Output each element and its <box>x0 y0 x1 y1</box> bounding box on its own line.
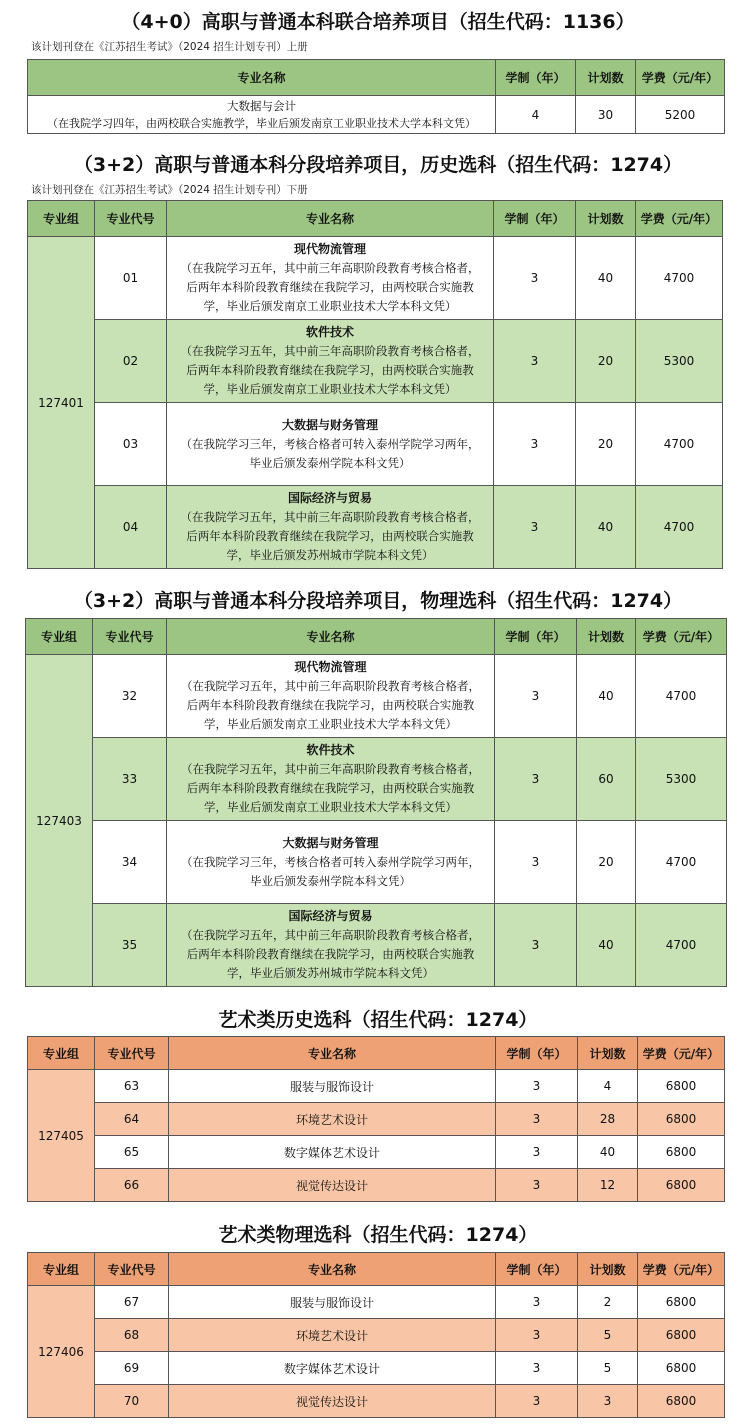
major-name-cell: 数字媒体艺术设计 <box>169 1136 496 1169</box>
code-cell: 63 <box>95 1070 169 1103</box>
major-desc-line: （在我院学习三年，考核合格者可转入泰州学院学习两年， <box>181 854 480 869</box>
table-row <box>28 1352 725 1385</box>
group-cell: 127403 <box>26 655 93 987</box>
table-row <box>28 1286 725 1319</box>
major-name: 现代物流管理 <box>294 660 367 674</box>
header-major-name: 专业名称 <box>169 1253 496 1286</box>
plan-cell: 5 <box>578 1352 638 1385</box>
code-cell: 32 <box>93 655 167 738</box>
header-plan: 计划数 <box>577 619 636 655</box>
plan-cell: 40 <box>576 237 636 320</box>
code-cell: 64 <box>95 1103 169 1136</box>
major-desc-line: 学，毕业后颁发南京工业职业技术大学本科文凭） <box>203 299 457 313</box>
major-desc-line: （在我院学习五年，其中前三年高职阶段教育考核合格者， <box>181 928 480 942</box>
header-fee: 学费（元/年） <box>638 1037 725 1070</box>
header-major-name: 专业名称 <box>28 60 496 96</box>
major-cell <box>167 821 495 904</box>
years-cell: 3 <box>496 1385 578 1418</box>
group-cell: 127406 <box>28 1286 95 1418</box>
major-desc-line: 后两年本科阶段教育继续在我院学习，由两校联合实施教 <box>186 529 474 543</box>
table-row <box>28 1169 725 1202</box>
major-name: 大数据与会计 <box>227 98 296 113</box>
plan-cell: 12 <box>578 1169 638 1202</box>
table-art-physics <box>27 1252 725 1418</box>
section-title-4plus0: （4+0）高职与普通本科联合培养项目（招生代码：1136） <box>121 11 635 33</box>
fee-cell: 4700 <box>636 403 723 486</box>
years-cell: 3 <box>494 403 576 486</box>
table-4plus0 <box>27 59 725 134</box>
years-cell: 3 <box>496 1136 578 1169</box>
header-code: 专业代号 <box>95 1253 169 1286</box>
table-art-history <box>27 1036 725 1202</box>
table-row <box>28 486 723 569</box>
major-desc-line: 学，毕业后颁发苏州城市学院本科文凭） <box>227 966 434 980</box>
section-title-art-history: 艺术类历史选科（招生代码：1274） <box>218 1009 538 1031</box>
fee-cell: 5300 <box>636 320 723 403</box>
years-cell: 3 <box>494 486 576 569</box>
fee-cell: 6800 <box>638 1070 725 1103</box>
section-title-art-physics: 艺术类物理选科（招生代码：1274） <box>218 1224 538 1246</box>
plan-cell: 28 <box>578 1103 638 1136</box>
major-name-cell: 服装与服饰设计 <box>169 1286 496 1319</box>
major-name: 现代物流管理 <box>293 242 366 256</box>
fee-cell: 6800 <box>638 1103 725 1136</box>
major-desc-line: 学，毕业后颁发南京工业职业技术大学本科文凭） <box>204 717 457 731</box>
header-group: 专业组 <box>28 1253 95 1286</box>
plan-cell: 4 <box>578 1070 638 1103</box>
years-cell: 3 <box>494 237 576 320</box>
header-plan: 计划数 <box>576 201 636 237</box>
major-desc-line: 后两年本科阶段教育继续在我院学习，由两校联合实施教 <box>186 947 475 961</box>
plan-cell: 40 <box>577 904 636 987</box>
fee-cell: 4700 <box>636 237 723 320</box>
major-desc-line: （在我院学习五年，其中前三年高职阶段教育考核合格者， <box>180 261 480 275</box>
fee-cell: 6800 <box>638 1385 725 1418</box>
major-cell <box>167 237 494 320</box>
plan-cell: 40 <box>576 486 636 569</box>
major-desc-line: 后两年本科阶段教育继续在我院学习，由两校联合实施教 <box>186 781 475 795</box>
years-cell: 3 <box>496 1286 578 1319</box>
header-fee: 学费（元/年） <box>636 60 725 96</box>
major-name-cell: 环境艺术设计 <box>169 1103 496 1136</box>
plan-cell: 5 <box>578 1319 638 1352</box>
fee-cell: 4700 <box>636 655 727 738</box>
header-plan: 计划数 <box>578 1037 638 1070</box>
years-cell: 3 <box>494 320 576 403</box>
years-cell: 4 <box>496 96 576 134</box>
code-cell: 04 <box>95 486 167 569</box>
major-name-cell: 数字媒体艺术设计 <box>169 1352 496 1385</box>
major-cell <box>167 738 495 821</box>
years-cell: 3 <box>496 1070 578 1103</box>
header-group: 专业组 <box>28 201 95 237</box>
header-code: 专业代号 <box>95 201 167 237</box>
code-cell: 02 <box>95 320 167 403</box>
major-desc-line: 后两年本科阶段教育继续在我院学习，由两校联合实施教 <box>186 698 475 712</box>
major-desc-line: 毕业后颁发泰州学院本科文凭） <box>250 873 411 888</box>
years-cell: 3 <box>495 738 577 821</box>
header-group: 专业组 <box>26 619 93 655</box>
plan-cell: 2 <box>578 1286 638 1319</box>
header-major-name: 专业名称 <box>167 201 494 237</box>
fee-cell: 4700 <box>636 821 727 904</box>
table-row <box>28 1385 725 1418</box>
fee-cell: 6800 <box>638 1136 725 1169</box>
major-name-cell: 环境艺术设计 <box>169 1319 496 1352</box>
header-years: 学制（年） <box>496 1253 578 1286</box>
section-note-volume1: 该计划刊登在《江苏招生考试》（2024 招生计划专刊）上册 <box>31 41 308 53</box>
major-name-cell: 服装与服饰设计 <box>169 1070 496 1103</box>
plan-cell: 20 <box>576 403 636 486</box>
table-row <box>28 320 723 403</box>
major-desc-line: （在我院学习三年，考核合格者可转入泰州学院学习两年， <box>180 436 480 451</box>
header-years: 学制（年） <box>496 1037 578 1070</box>
fee-cell: 5300 <box>636 738 727 821</box>
table-row <box>28 1103 725 1136</box>
table-row <box>28 1070 725 1103</box>
major-cell <box>167 486 494 569</box>
major-desc-line: 学，毕业后颁发南京工业职业技术大学本科文凭） <box>203 382 457 396</box>
code-cell: 33 <box>93 738 167 821</box>
table-row <box>28 96 725 134</box>
fee-cell: 5200 <box>636 96 725 134</box>
header-plan: 计划数 <box>578 1253 638 1286</box>
major-desc-line: （在我院学习五年，其中前三年高职阶段教育考核合格者， <box>180 510 480 524</box>
header-code: 专业代号 <box>95 1037 169 1070</box>
table-row <box>28 237 723 320</box>
major-desc-line: （在我院学习五年，其中前三年高职阶段教育考核合格者， <box>181 762 480 776</box>
years-cell: 3 <box>495 821 577 904</box>
major-desc-line: 学，毕业后颁发南京工业职业技术大学本科文凭） <box>204 800 457 814</box>
major-desc: （在我院学习四年，由两校联合实施教学，毕业后颁发南京工业职业技术大学本科文凭） <box>47 116 476 130</box>
table-header-row <box>28 1037 725 1070</box>
header-major-name: 专业名称 <box>167 619 495 655</box>
header-group: 专业组 <box>28 1037 95 1070</box>
fee-cell: 6800 <box>638 1286 725 1319</box>
code-cell: 67 <box>95 1286 169 1319</box>
code-cell: 69 <box>95 1352 169 1385</box>
major-name-cell: 视觉传达设计 <box>169 1385 496 1418</box>
code-cell: 68 <box>95 1319 169 1352</box>
years-cell: 3 <box>495 655 577 738</box>
years-cell: 3 <box>495 904 577 987</box>
code-cell: 01 <box>95 237 167 320</box>
major-desc-line: 后两年本科阶段教育继续在我院学习，由两校联合实施教 <box>186 280 474 294</box>
major-name: 国际经济与贸易 <box>288 909 373 923</box>
code-cell: 70 <box>95 1385 169 1418</box>
table-header-row <box>28 60 725 96</box>
table-header-row <box>28 201 723 237</box>
header-years: 学制（年） <box>495 619 577 655</box>
major-name: 软件技术 <box>306 743 355 757</box>
code-cell: 35 <box>93 904 167 987</box>
table-3plus2-physics <box>25 618 727 987</box>
header-plan: 计划数 <box>576 60 636 96</box>
fee-cell: 6800 <box>638 1169 725 1202</box>
major-desc-line: （在我院学习五年，其中前三年高职阶段教育考核合格者， <box>180 344 480 358</box>
years-cell: 3 <box>496 1319 578 1352</box>
plan-cell: 60 <box>577 738 636 821</box>
major-desc-line: 毕业后颁发泰州学院本科文凭） <box>249 455 411 470</box>
section-note-volume2: 该计划刊登在《江苏招生考试》（2024 招生计划专刊）下册 <box>31 184 308 196</box>
code-cell: 66 <box>95 1169 169 1202</box>
table-3plus2-history <box>27 200 723 569</box>
major-name: 大数据与财务管理 <box>282 835 379 850</box>
table-row <box>28 1136 725 1169</box>
major-name: 国际经济与贸易 <box>287 491 372 505</box>
header-fee: 学费（元/年） <box>636 201 723 237</box>
plan-cell: 40 <box>577 655 636 738</box>
header-fee: 学费（元/年） <box>636 619 727 655</box>
major-cell <box>28 96 496 134</box>
header-years: 学制（年） <box>496 60 576 96</box>
major-desc-line: 后两年本科阶段教育继续在我院学习，由两校联合实施教 <box>186 363 474 377</box>
years-cell: 3 <box>496 1352 578 1385</box>
plan-cell: 3 <box>578 1385 638 1418</box>
major-name: 软件技术 <box>305 325 354 339</box>
table-row <box>26 738 727 821</box>
years-cell: 3 <box>496 1103 578 1136</box>
table-header-row <box>26 619 727 655</box>
table-row <box>28 403 723 486</box>
fee-cell: 4700 <box>636 486 723 569</box>
plan-cell: 20 <box>577 821 636 904</box>
code-cell: 03 <box>95 403 167 486</box>
major-desc-line: （在我院学习五年，其中前三年高职阶段教育考核合格者， <box>181 679 480 693</box>
fee-cell: 6800 <box>638 1352 725 1385</box>
fee-cell: 6800 <box>638 1319 725 1352</box>
header-code: 专业代号 <box>93 619 167 655</box>
table-row <box>28 1319 725 1352</box>
header-years: 学制（年） <box>494 201 576 237</box>
plan-cell: 30 <box>576 96 636 134</box>
group-cell: 127401 <box>28 237 95 569</box>
section-title-3plus2-physics: （3+2）高职与普通本科分段培养项目，物理选科（招生代码：1274） <box>73 590 683 612</box>
major-cell <box>167 655 495 738</box>
code-cell: 65 <box>95 1136 169 1169</box>
table-row <box>26 655 727 738</box>
major-name: 大数据与财务管理 <box>281 417 378 432</box>
major-cell <box>167 904 495 987</box>
code-cell: 34 <box>93 821 167 904</box>
fee-cell: 4700 <box>636 904 727 987</box>
header-fee: 学费（元/年） <box>638 1253 725 1286</box>
table-header-row <box>28 1253 725 1286</box>
years-cell: 3 <box>496 1169 578 1202</box>
plan-cell: 40 <box>578 1136 638 1169</box>
major-name-cell: 视觉传达设计 <box>169 1169 496 1202</box>
group-cell: 127405 <box>28 1070 95 1202</box>
table-row <box>26 821 727 904</box>
major-cell <box>167 403 494 486</box>
plan-cell: 20 <box>576 320 636 403</box>
header-major-name: 专业名称 <box>169 1037 496 1070</box>
major-cell <box>167 320 494 403</box>
major-desc-line: 学，毕业后颁发苏州城市学院本科文凭） <box>226 548 434 562</box>
section-title-3plus2-history: （3+2）高职与普通本科分段培养项目，历史选科（招生代码：1274） <box>73 154 683 176</box>
table-row <box>26 904 727 987</box>
